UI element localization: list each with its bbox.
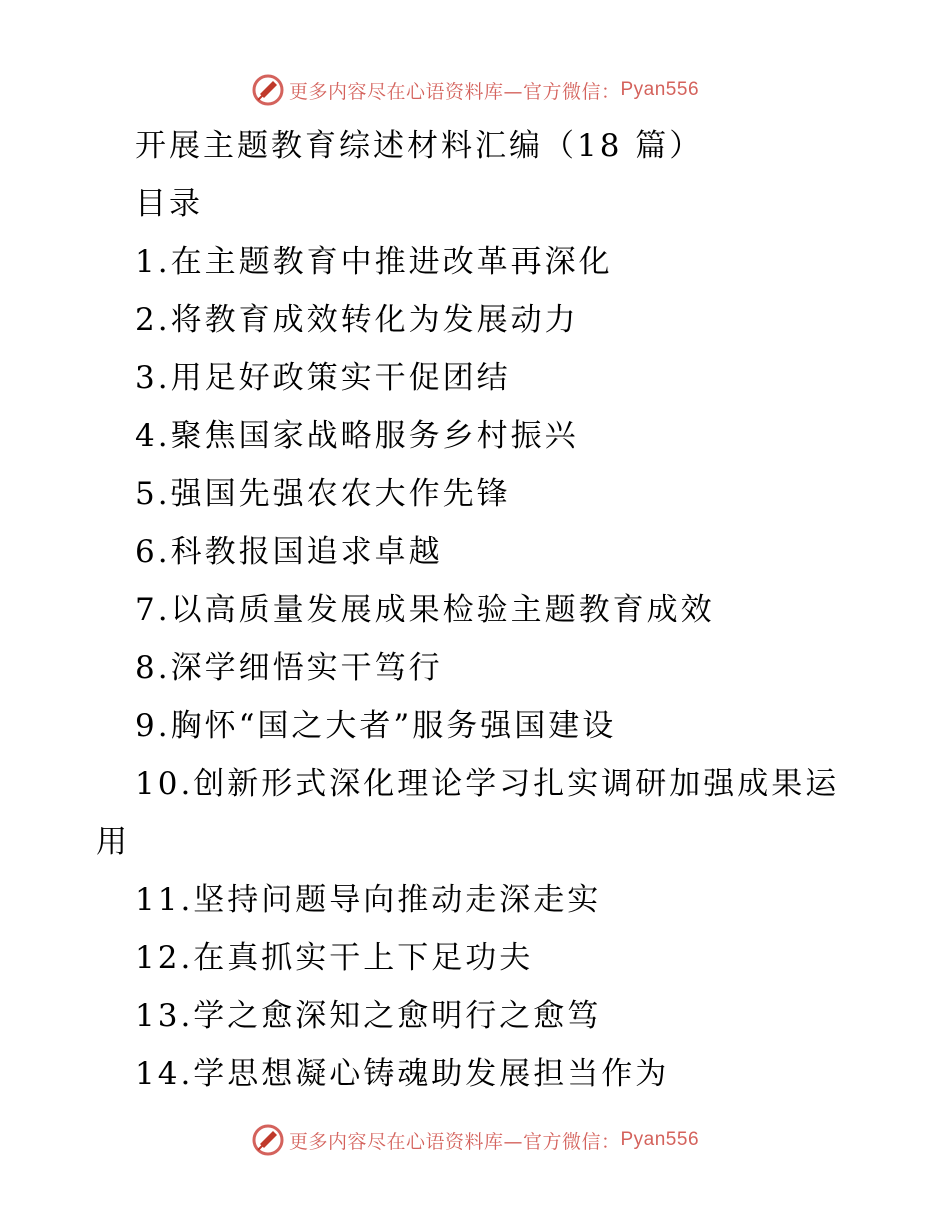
toc-item: 2.将教育成效转化为发展动力 [135, 302, 579, 338]
watermark-text: 更多内容尽在心语资料库—官方微信： [288, 1130, 621, 1153]
toc-item: 5.强国先强农农大作先锋 [135, 476, 511, 512]
toc-item: 3.用足好政策实干促团结 [135, 360, 511, 396]
toc-item: 12.在真抓实干上下足功夫 [135, 940, 534, 976]
toc-item: 13.学之愈深知之愈明行之愈笃 [135, 998, 602, 1034]
toc-item: 4.聚焦国家战略服务乡村振兴 [135, 418, 579, 454]
watermark-wechat-id: Pyan556 [620, 1129, 700, 1150]
watermark-footer [0, 1120, 950, 1160]
toc-item: 9.胸怀“国之大者”服务强国建设 [135, 708, 617, 744]
document-title: 开展主题教育综述材料汇编（18 篇） [135, 128, 704, 164]
toc-item: 8.深学细悟实干笃行 [135, 650, 443, 686]
toc-item: 1.在主题教育中推进改革再深化 [135, 244, 613, 280]
logo-icon [251, 73, 285, 107]
toc-item: 6.科教报国追求卓越 [135, 534, 443, 570]
toc-item: 11.坚持问题导向推动走深走实 [135, 882, 602, 918]
toc-item-continuation: 用 [96, 824, 130, 860]
logo-icon [251, 1123, 285, 1157]
watermark-wechat-id: Pyan556 [620, 79, 700, 100]
toc-item: 14.学思想凝心铸魂助发展担当作为 [135, 1056, 670, 1092]
toc-item: 10.创新形式深化理论学习扎实调研加强成果运 [135, 766, 840, 802]
toc-heading: 目录 [135, 186, 203, 222]
toc-item: 7.以高质量发展成果检验主题教育成效 [135, 592, 715, 628]
watermark-text: 更多内容尽在心语资料库—官方微信： [288, 80, 621, 103]
watermark-header [0, 70, 950, 110]
